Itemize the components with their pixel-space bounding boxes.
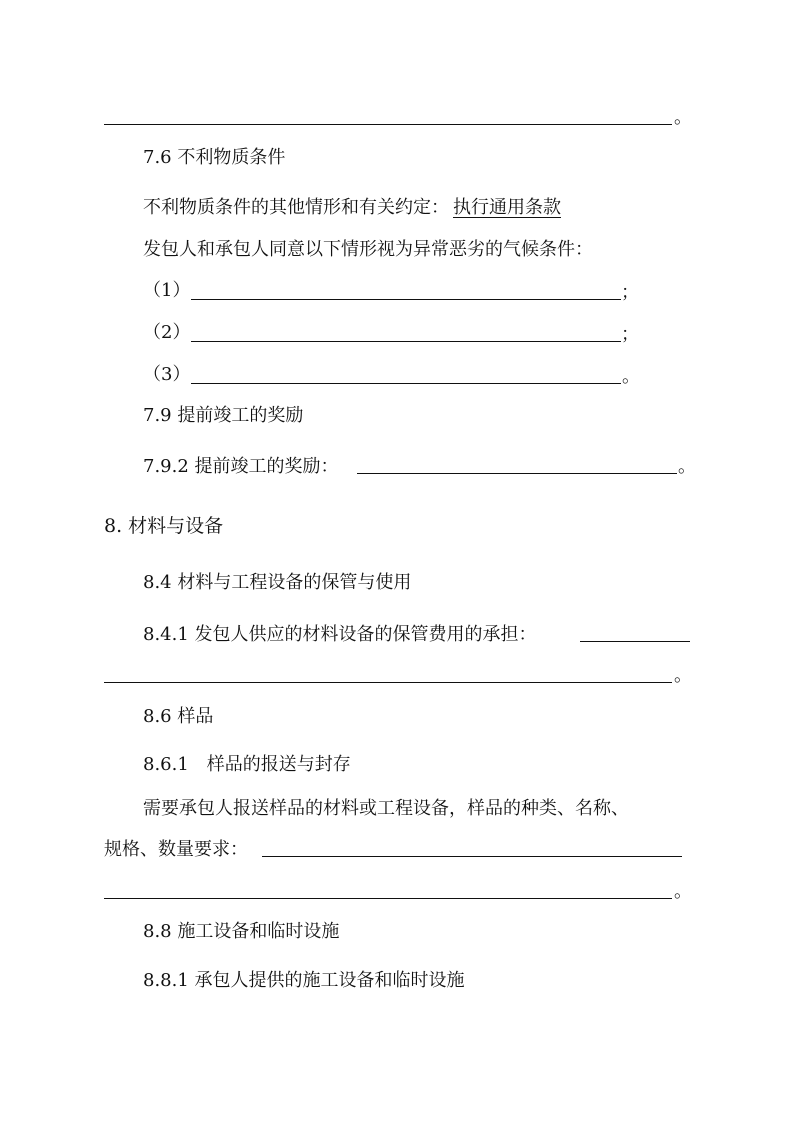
weather-item-2-label: （2） (143, 322, 191, 343)
section-7-9-heading: 7.9 提前竣工的奖励 (143, 405, 304, 426)
semicolon-mark: ； (621, 324, 639, 345)
weather-item-3-label: （3） (143, 364, 191, 385)
fill-blank-top[interactable] (104, 124, 672, 125)
section-8-6-1-heading: 8.6.1 样品的报送与封存 (143, 754, 351, 775)
sample-requirements-text: 需要承包人报送样品的材料或工程设备，样品的种类、名称、 (143, 798, 629, 819)
section-8-6-heading: 8.6 样品 (143, 706, 214, 727)
weather-intro: 发包人和承包人同意以下情形视为异常恶劣的气候条件： (143, 239, 593, 260)
section-7-9-2-label: 7.9.2 提前竣工的奖励： (143, 456, 339, 477)
other-conditions-value: 执行通用条款 (453, 197, 561, 218)
section-8-heading: 8. 材料与设备 (104, 515, 224, 537)
period-mark: 。 (674, 665, 692, 686)
period-mark: 。 (674, 107, 692, 128)
section-7-6-heading: 7.6 不利物质条件 (143, 147, 286, 168)
semicolon-mark: ； (621, 282, 639, 303)
period-mark: 。 (678, 456, 696, 477)
section-8-8-heading: 8.8 施工设备和临时设施 (143, 921, 340, 942)
other-conditions-line (143, 196, 561, 220)
sample-requirements-blank-2[interactable] (104, 898, 672, 899)
weather-item-2-blank[interactable] (191, 341, 621, 342)
sample-requirements-blank-1[interactable] (262, 856, 682, 857)
section-8-8-1-heading: 8.8.1 承包人提供的施工设备和临时设施 (143, 970, 465, 991)
section-8-4-1-label: 8.4.1 发包人供应的材料设备的保管费用的承担： (143, 624, 537, 645)
period-mark: 。 (674, 881, 692, 902)
weather-item-3-blank[interactable] (191, 383, 621, 384)
weather-item-1-blank[interactable] (191, 299, 621, 300)
sample-requirements-label: 规格、数量要求： (104, 839, 248, 860)
storage-fee-blank-2[interactable] (104, 682, 672, 683)
storage-fee-blank-1[interactable] (580, 641, 690, 642)
weather-item-1-label: （1） (143, 280, 191, 301)
section-8-4-heading: 8.4 材料与工程设备的保管与使用 (143, 572, 412, 593)
period-mark: 。 (622, 366, 640, 387)
early-completion-reward-blank[interactable] (357, 473, 677, 474)
other-conditions-label: 不利物质条件的其他情形和有关约定： (143, 197, 449, 218)
